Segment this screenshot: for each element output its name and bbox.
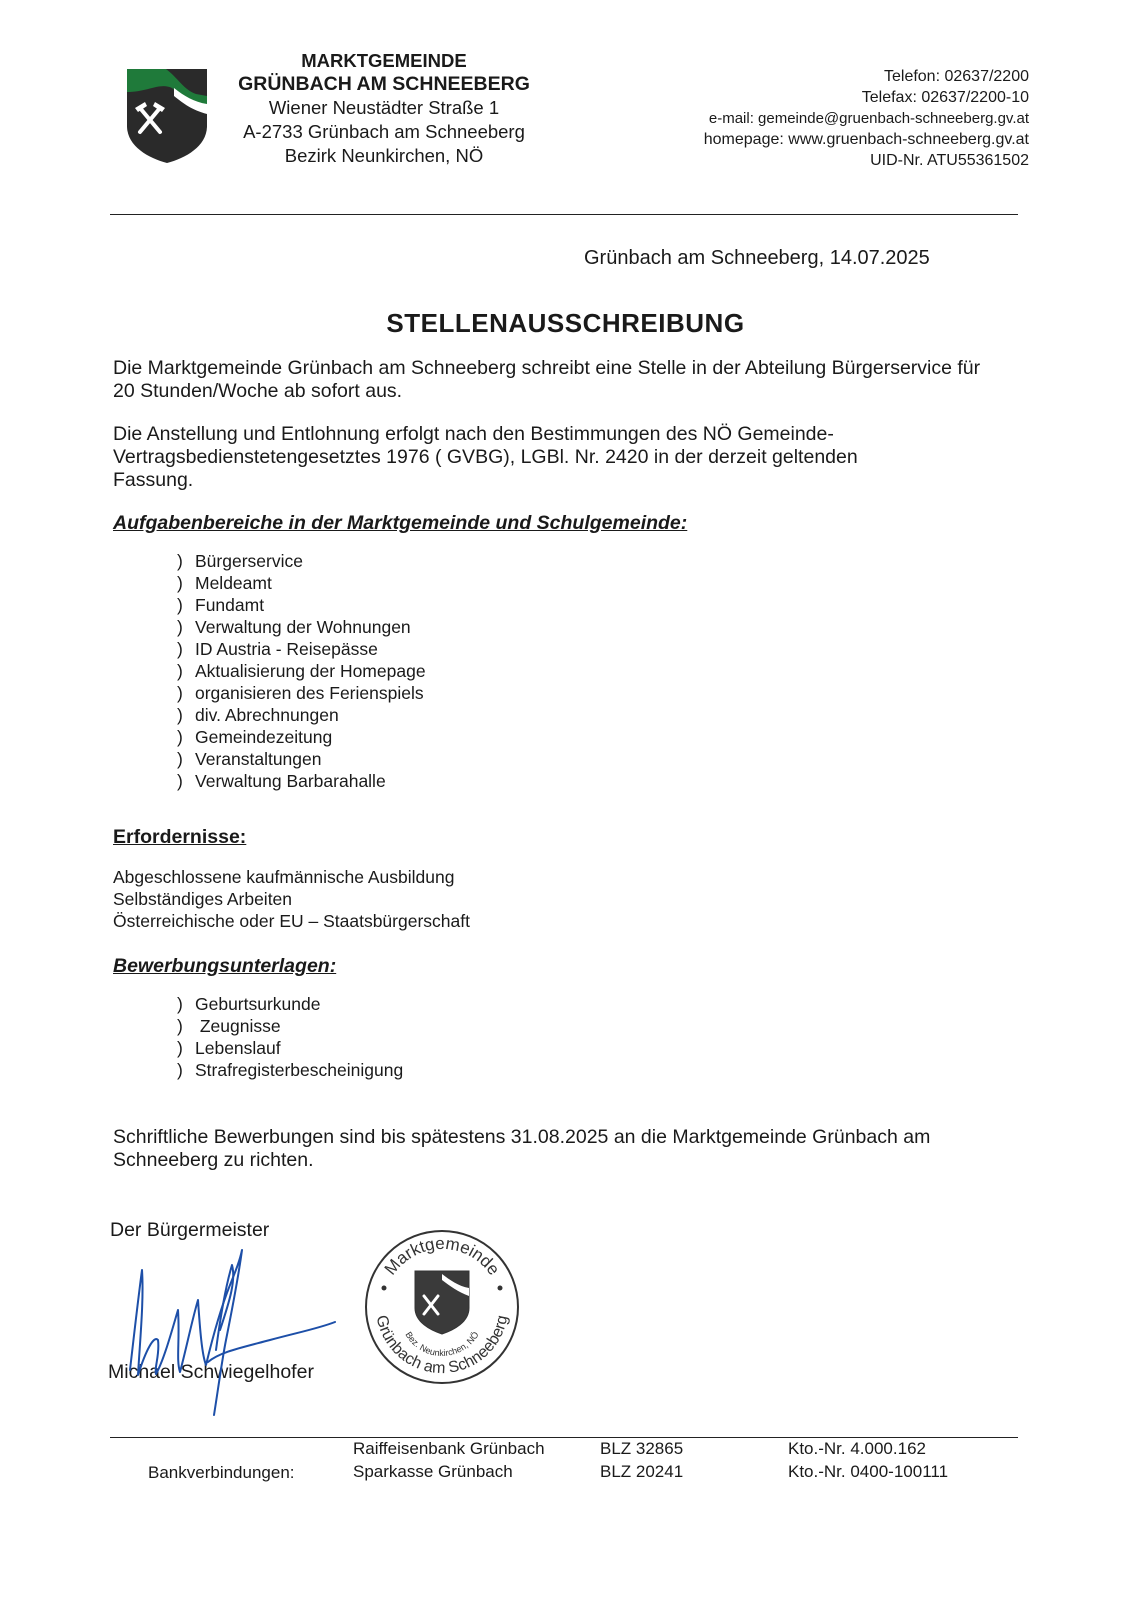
intro-paragraph-1: Die Marktgemeinde Grünbach am Schneeberg schreibt eine Stelle in der Abteilung Bürgerservice für 20 Stunden/Woche ab sofort aus. xyxy=(113,357,981,402)
list-item: ) Lebenslauf xyxy=(177,1038,281,1058)
address-district: Bezirk Neunkirchen, NÖ xyxy=(284,145,484,166)
account-number: Kto.-Nr. 4.000.162 xyxy=(788,1439,926,1458)
bank-name: Sparkasse Grünbach xyxy=(353,1462,513,1481)
svg-text:Grünbach am Schneeberg: Grünbach am Schneeberg xyxy=(372,1313,512,1378)
svg-text:Marktgemeinde: Marktgemeinde xyxy=(380,1233,504,1279)
deadline-paragraph: Schriftliche Bewerbungen sind bis spätestens 31.08.2025 an die Marktgemeinde Grünbach am Schneeberg zu richten. xyxy=(113,1126,931,1171)
list-item: ) div. Abrechnungen xyxy=(177,705,339,725)
list-item: Österreichische oder EU – Staatsbürgerschaft xyxy=(113,911,470,931)
list-item: ) organisieren des Ferienspiels xyxy=(177,683,424,703)
list-item: ) Gemeindezeitung xyxy=(177,727,333,747)
list-item: ) ID Austria - Reisepässe xyxy=(177,639,378,659)
address-city: A-2733 Grünbach am Schneeberg xyxy=(243,121,525,142)
requirements-heading: Erfordernisse: xyxy=(113,826,247,848)
requirements-list xyxy=(113,866,470,932)
list-item: ) Veranstaltungen xyxy=(177,749,322,769)
list-item: Abgeschlossene kaufmännische Ausbildung xyxy=(113,867,455,887)
list-item: ) Verwaltung Barbarahalle xyxy=(177,771,386,791)
official-seal xyxy=(362,1222,522,1392)
signatory-name: Michael Schwiegelhofer xyxy=(108,1361,314,1383)
list-item: Selbständiges Arbeiten xyxy=(113,889,293,909)
organization-header xyxy=(214,50,554,168)
bank-label: Bankverbindungen: xyxy=(148,1463,295,1482)
signatory-role: Der Bürgermeister xyxy=(110,1219,270,1241)
handwritten-signature xyxy=(120,1240,345,1425)
bank-code: BLZ 20241 xyxy=(600,1462,684,1481)
svg-text:Bez. Neunkirchen, NÖ: Bez. Neunkirchen, NÖ xyxy=(403,1329,481,1359)
bank-codes xyxy=(600,1437,683,1483)
list-item: ) Verwaltung der Wohnungen xyxy=(177,617,411,637)
list-item: ) Strafregisterbescheinigung xyxy=(177,1060,404,1080)
bank-code: BLZ 32865 xyxy=(600,1439,684,1458)
documents-list xyxy=(177,993,403,1081)
org-name-line2: GRÜNBACH AM SCHNEEBERG xyxy=(238,73,530,95)
intro-paragraph-2: Die Anstellung und Entlohnung erfolgt nach den Bestimmungen des NÖ Gemeinde-Vertragsbedienstetengesetztes 1976 ( GVBG), LGBl. Nr. 2420 in der derzeit geltenden Fassung. xyxy=(113,423,858,491)
email-address: e-mail: gemeinde@gruenbach-schneeberg.gv.at xyxy=(708,110,1029,127)
document-title: STELLENAUSSCHREIBUNG xyxy=(386,308,745,338)
tasks-list xyxy=(177,550,426,792)
documents-heading: Bewerbungsunterlagen: xyxy=(113,955,337,977)
account-number: Kto.-Nr. 0400-100111 xyxy=(788,1462,949,1481)
org-name-line1: MARKTGEMEINDE xyxy=(301,50,467,71)
tasks-heading: Aufgabenbereiche in der Marktgemeinde und Schulgemeinde: xyxy=(113,512,688,534)
uid-number: UID-Nr. ATU55361502 xyxy=(870,152,1029,169)
list-item: ) Geburtsurkunde xyxy=(177,994,321,1014)
crest-logo xyxy=(126,68,208,164)
list-item: ) Zeugnisse xyxy=(177,1016,281,1036)
list-item: ) Fundamt xyxy=(177,595,265,615)
homepage-url: homepage: www.gruenbach-schneeberg.gv.at xyxy=(703,131,1029,148)
bank-names xyxy=(353,1437,545,1483)
list-item: ) Meldeamt xyxy=(177,573,272,593)
contact-block xyxy=(704,66,1029,171)
bank-name: Raiffeisenbank Grünbach xyxy=(353,1439,545,1458)
fax-number: Telefax: 02637/2200-10 xyxy=(861,89,1029,106)
header-divider xyxy=(110,214,1018,215)
bank-accounts xyxy=(788,1437,948,1483)
list-item: ) Bürgerservice xyxy=(177,551,303,571)
address-street: Wiener Neustädter Straße 1 xyxy=(268,97,500,118)
list-item: ) Aktualisierung der Homepage xyxy=(177,661,426,681)
date-line: Grünbach am Schneeberg, 14.07.2025 xyxy=(584,247,930,269)
phone-number: Telefon: 02637/2200 xyxy=(883,68,1029,85)
